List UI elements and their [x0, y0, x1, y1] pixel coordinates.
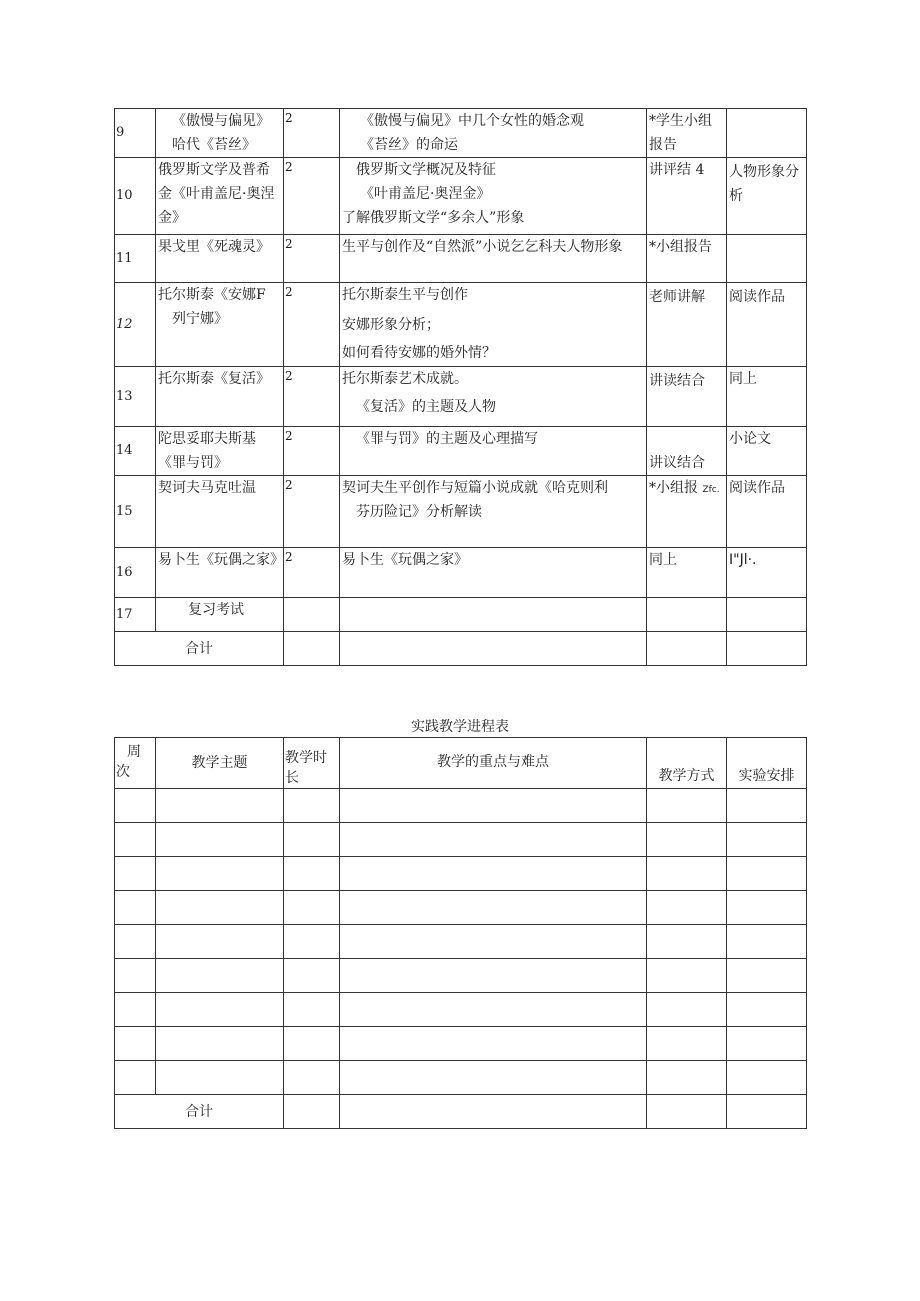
- practice-cell: [115, 993, 156, 1027]
- week-cell: 11: [115, 235, 156, 283]
- week-cell: 17: [115, 598, 156, 632]
- total-arrangement: [727, 632, 807, 666]
- total-hours: [284, 632, 340, 666]
- topic-cell: 契诃夫马克吐温: [156, 476, 284, 548]
- schedule-table: [114, 108, 807, 666]
- practice-cell: [340, 891, 647, 925]
- practice-cell: [647, 993, 727, 1027]
- practice-cell: [284, 789, 340, 823]
- practice-row: [115, 891, 807, 925]
- hours-cell: 2: [284, 367, 340, 427]
- method-cell: *学生小组报告: [647, 109, 727, 158]
- header-method: 教学方式: [647, 738, 727, 789]
- method-cell: [647, 598, 727, 632]
- practice-cell: [115, 823, 156, 857]
- practice-cell: [727, 925, 807, 959]
- focus-line: 托尔斯泰生平与创作: [342, 287, 468, 303]
- method-cell: [647, 476, 727, 548]
- header-week: [115, 738, 156, 789]
- hours-cell: 2: [284, 283, 340, 367]
- focus-cell: [340, 109, 647, 158]
- schedule-row-16: [115, 548, 807, 598]
- practice-total-method: [647, 1095, 727, 1129]
- focus-line: 契诃夫生平创作与短篇小说成就《哈克则利: [342, 480, 608, 496]
- practice-cell: [156, 1061, 284, 1095]
- topic-cell: 陀思妥耶夫斯基《罪与罚》: [156, 427, 284, 476]
- method-cell: 讲评结 4: [647, 158, 727, 235]
- practice-cell: [727, 1027, 807, 1061]
- practice-cell: [727, 891, 807, 925]
- week-cell: 15: [115, 476, 156, 548]
- topic-line: 托尔斯泰《安娜F: [158, 287, 266, 303]
- focus-line: 芬历险记》分析解读: [356, 504, 482, 520]
- topic-line: 哈代《苔丝》: [172, 137, 256, 153]
- practice-cell: [156, 925, 284, 959]
- practice-cell: [284, 857, 340, 891]
- practice-cell: [647, 1061, 727, 1095]
- method-cell: 老师讲解: [647, 283, 727, 367]
- arrangement-cell: 阅读作品: [727, 283, 807, 367]
- practice-cell: [340, 823, 647, 857]
- header-arrangement: 实验安排: [727, 738, 807, 789]
- practice-cell: [340, 959, 647, 993]
- schedule-row-9: [115, 109, 807, 158]
- practice-cell: [647, 789, 727, 823]
- schedule-row-13: [115, 367, 807, 427]
- practice-cell: [156, 857, 284, 891]
- focus-line: 了解俄罗斯文学“多余人”形象: [342, 210, 525, 226]
- schedule-row-11: [115, 235, 807, 283]
- practice-cell: [284, 891, 340, 925]
- focus-line: 托尔斯泰艺术成就。: [342, 371, 468, 387]
- practice-row: [115, 1027, 807, 1061]
- practice-cell: [115, 959, 156, 993]
- focus-line: 俄罗斯文学概况及特征: [356, 162, 496, 178]
- week-cell: 10: [115, 158, 156, 235]
- topic-cell: 果戈里《死魂灵》: [156, 235, 284, 283]
- practice-table: [114, 737, 807, 1129]
- arrangement-cell: 同上: [727, 367, 807, 427]
- arrangement-cell: 人物形象分析: [727, 158, 807, 235]
- schedule-row-12: [115, 283, 807, 367]
- hours-cell: [284, 598, 340, 632]
- schedule-row-10: [115, 158, 807, 235]
- practice-cell: [340, 1061, 647, 1095]
- practice-cell: [727, 789, 807, 823]
- week-cell: 13: [115, 367, 156, 427]
- practice-total-row: [115, 1095, 807, 1129]
- practice-header-row: [115, 738, 807, 789]
- practice-cell: [647, 823, 727, 857]
- practice-cell: [647, 959, 727, 993]
- practice-cell: [284, 1027, 340, 1061]
- practice-cell: [284, 1061, 340, 1095]
- method-text: *小组报: [649, 480, 698, 496]
- focus-cell: [340, 427, 647, 476]
- focus-line: 如何看待安娜的婚外情？: [342, 345, 496, 361]
- focus-line: 安娜形象分析；: [342, 317, 440, 333]
- practice-row: [115, 925, 807, 959]
- focus-line: 《苔丝》的命运: [360, 137, 458, 153]
- method-cell: *小组报告: [647, 235, 727, 283]
- focus-cell: [340, 367, 647, 427]
- topic-cell: [156, 109, 284, 158]
- topic-cell: 俄罗斯文学及普希金《叶甫盖尼·奥涅金》: [156, 158, 284, 235]
- schedule-row-15: [115, 476, 807, 548]
- practice-cell: [156, 1027, 284, 1061]
- practice-cell: [115, 857, 156, 891]
- method-cell: 同上: [647, 548, 727, 598]
- schedule-total-row: [115, 632, 807, 666]
- method-cell: 讲读结合: [647, 367, 727, 427]
- hours-cell: 2: [284, 235, 340, 283]
- practice-cell: [727, 857, 807, 891]
- practice-cell: [115, 891, 156, 925]
- practice-total-hours: [284, 1095, 340, 1129]
- arrangement-cell: 小论文: [727, 427, 807, 476]
- practice-cell: [156, 959, 284, 993]
- topic-line: 《傲慢与偏见》: [172, 113, 270, 129]
- focus-line: 《罪与罚》的主题及心理描写: [356, 431, 538, 447]
- hours-cell: 2: [284, 109, 340, 158]
- practice-row: [115, 857, 807, 891]
- practice-cell: [284, 823, 340, 857]
- practice-cell: [284, 925, 340, 959]
- topic-cell: [156, 283, 284, 367]
- practice-row: [115, 959, 807, 993]
- hours-cell: 2: [284, 427, 340, 476]
- practice-cell: [727, 823, 807, 857]
- practice-cell: [284, 959, 340, 993]
- arrangement-cell: 阅读作品: [727, 476, 807, 548]
- topic-cell: 托尔斯泰《复活》: [156, 367, 284, 427]
- practice-cell: [340, 993, 647, 1027]
- focus-cell: [340, 283, 647, 367]
- focus-line: 《叶甫盖尼·奥涅金》: [360, 186, 491, 202]
- practice-cell: [115, 925, 156, 959]
- header-hours: [284, 738, 340, 789]
- week-cell: 9: [115, 109, 156, 158]
- practice-cell: [340, 925, 647, 959]
- arrangement-cell: I"Jl·.: [727, 548, 807, 598]
- arrangement-cell: [727, 598, 807, 632]
- practice-cell: [340, 1027, 647, 1061]
- focus-cell: 易卜生《玩偶之家》: [340, 548, 647, 598]
- focus-line: 《傲慢与偏见》中几个女性的婚念观: [360, 113, 584, 129]
- practice-body: [115, 789, 807, 1129]
- practice-cell: [647, 857, 727, 891]
- method-note: Zfc.: [702, 485, 720, 495]
- focus-cell: [340, 598, 647, 632]
- practice-total-arrangement: [727, 1095, 807, 1129]
- header-hours-line: 长: [285, 770, 299, 786]
- schedule-row-17: [115, 598, 807, 632]
- practice-cell: [647, 925, 727, 959]
- header-focus: 教学的重点与难点: [340, 738, 647, 789]
- practice-row: [115, 1061, 807, 1095]
- practice-cell: [340, 857, 647, 891]
- practice-row: [115, 789, 807, 823]
- practice-cell: [156, 993, 284, 1027]
- practice-cell: [727, 959, 807, 993]
- topic-cell: 易卜生《玩偶之家》: [156, 548, 284, 598]
- week-cell: 16: [115, 548, 156, 598]
- practice-cell: [727, 993, 807, 1027]
- practice-title: 实践教学进程表: [411, 719, 509, 735]
- hours-cell: 2: [284, 548, 340, 598]
- practice-cell: [284, 993, 340, 1027]
- practice-cell: [340, 789, 647, 823]
- week-cell: 14: [115, 427, 156, 476]
- practice-row: [115, 823, 807, 857]
- hours-cell: 2: [284, 158, 340, 235]
- focus-line: 《复活》的主题及人物: [356, 399, 496, 415]
- arrangement-cell: [727, 109, 807, 158]
- hours-cell: 2: [284, 476, 340, 548]
- practice-cell: [156, 891, 284, 925]
- practice-cell: [115, 1027, 156, 1061]
- practice-cell: [156, 823, 284, 857]
- topic-line: 列宁娜》: [172, 311, 228, 327]
- practice-cell: [115, 1061, 156, 1095]
- practice-cell: [727, 1061, 807, 1095]
- focus-cell: [340, 476, 647, 548]
- header-week-line: 次: [116, 764, 130, 780]
- method-cell: 讲议结合: [647, 427, 727, 476]
- arrangement-cell: [727, 235, 807, 283]
- header-hours-line: 教学时: [285, 750, 327, 766]
- practice-cell: [115, 789, 156, 823]
- practice-total-label: 合计: [115, 1095, 284, 1129]
- practice-cell: [647, 1027, 727, 1061]
- focus-cell: 生平与创作及“自然派”小说乞乞科夫人物形象: [340, 235, 647, 283]
- practice-row: [115, 993, 807, 1027]
- header-week-line: 周: [127, 744, 141, 760]
- total-method: [647, 632, 727, 666]
- practice-cell: [156, 789, 284, 823]
- total-label: 合计: [115, 632, 284, 666]
- practice-total-focus: [340, 1095, 647, 1129]
- total-focus: [340, 632, 647, 666]
- topic-cell: 复习考试: [156, 598, 284, 632]
- practice-cell: [647, 891, 727, 925]
- schedule-row-14: [115, 427, 807, 476]
- header-topic: 教学主题: [156, 738, 284, 789]
- week-cell: 12: [115, 283, 156, 367]
- focus-cell: [340, 158, 647, 235]
